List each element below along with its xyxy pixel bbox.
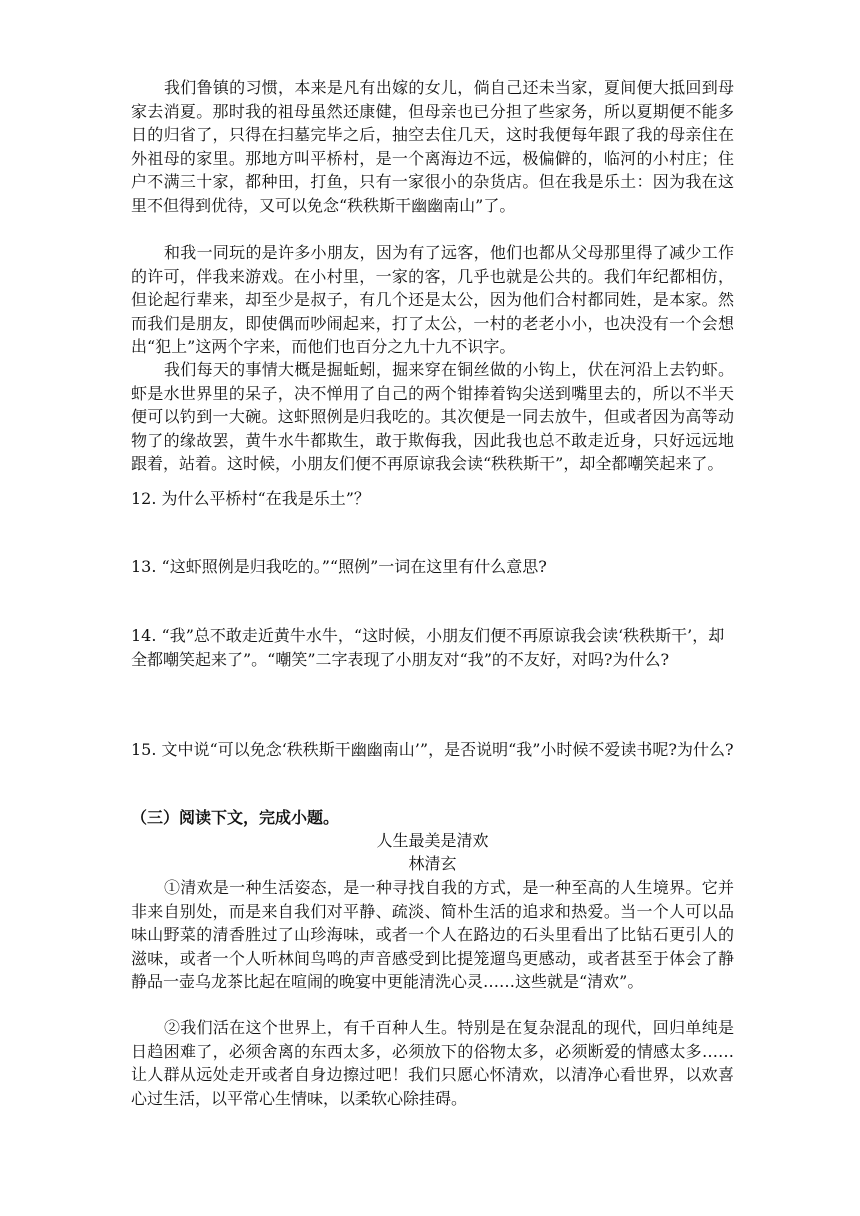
- question-15: 15. 文中说“可以免念‘秩秩斯干幽幽南山’”，是否说明“我”小时候不爱读书呢?为什么?: [131, 740, 734, 759]
- question-12: 12. 为什么平桥村“在我是乐土”？: [131, 489, 370, 508]
- passage-paragraph-1: 我们鲁镇的习惯，本来是凡有出嫁的女儿，倘自己还未当家，夏间便大抵回到母家去消夏。那时我的祖母虽然还康健，但母亲也已分担了些家务，所以夏期便不能多日的归省了，只得在扫墓完毕之后，抽空去住几天，这时我便每年跟了我的母亲住在外祖母的家里。那地方叫平桥村，是一个离海边不远，极偏僻的，临河的小村庄；住户不满三十家，都种田，打鱼，只有一家很小的杂货店。但在我是乐土：因为我在这里不但得到优待，又可以免念“秩秩斯干幽幽南山”了。: [131, 78, 734, 215]
- article-author: 林清玄: [408, 854, 457, 873]
- article-paragraph-2: ②我们活在这个世界上，有千百种人生。特别是在复杂混乱的现代，回归单纯是日趋困难了，必须舍离的东西太多，必须放下的俗物太多，必须断爱的情感太多……让人群从远处走开或者自身边擦过吧！我们只愿心怀清欢，以清净心看世界，以欢喜心过生活，以平常心生情味，以柔软心除挂碍。: [131, 1018, 734, 1108]
- article-title: 人生最美是清欢: [376, 831, 489, 850]
- passage-paragraph-2: 和我一同玩的是许多小朋友，因为有了远客，他们也都从父母那里得了减少工作的许可，伴我来游戏。在小村里，一家的客，几乎也就是公共的。我们年纪都相仿，但论起行辈来，却至少是叔子，有几个还是太公，因为他们合村都同姓，是本家。然而我们是朋友，即使偶而吵闹起来，打了太公，一村的老老小小，也决没有一个会想出“犯上”这两个字来，而他们也百分之九十九不识字。: [131, 243, 734, 356]
- article-paragraph-1: ①清欢是一种生活姿态，是一种寻找自我的方式，是一种至高的人生境界。它并非来自别处，而是来自我们对平静、疏淡、简朴生活的追求和热爱。当一个人可以品味山野菜的清香胜过了山珍海味，或者一个人在路边的石头里看出了比钻石更引人的滋味，或者一个人听林间鸟鸣的声音感受到比提笼遛鸟更感动，或者甚至于体会了静静品一壶乌龙茶比起在喧闹的晚宴中更能清洗心灵……这些就是“清欢”。: [131, 878, 734, 991]
- question-13: 13. “这虾照例是归我吃的。”“照例”一词在这里有什么意思?: [131, 557, 547, 576]
- passage-paragraph-3: 我们每天的事情大概是掘蚯蚓，掘来穿在铜丝做的小钩上，伏在河沿上去钓虾。虾是水世界里的呆子，决不惮用了自己的两个钳捧着钩尖送到嘴里去的，所以不半天便可以钓到一大碗。这虾照例是归我吃的。其次便是一同去放牛，但或者因为高等动物了的缘故罢，黄牛水牛都欺生，敢于欺侮我，因此我也总不敢走近身，只好远远地跟着，站着。这时候，小朋友们便不再原谅我会读“秩秩斯干”，却全都嘲笑起来了。: [131, 360, 734, 473]
- section-heading: （三）阅读下文，完成小题。: [131, 808, 340, 827]
- question-14: 14. “我”总不敢走近黄牛水牛，“这时候，小朋友们便不再原谅我会读‘秩秩斯干’，却全都嘲笑起来了”。“嘲笑”二字表现了小朋友对“我”的不友好，对吗?为什么?: [131, 626, 725, 669]
